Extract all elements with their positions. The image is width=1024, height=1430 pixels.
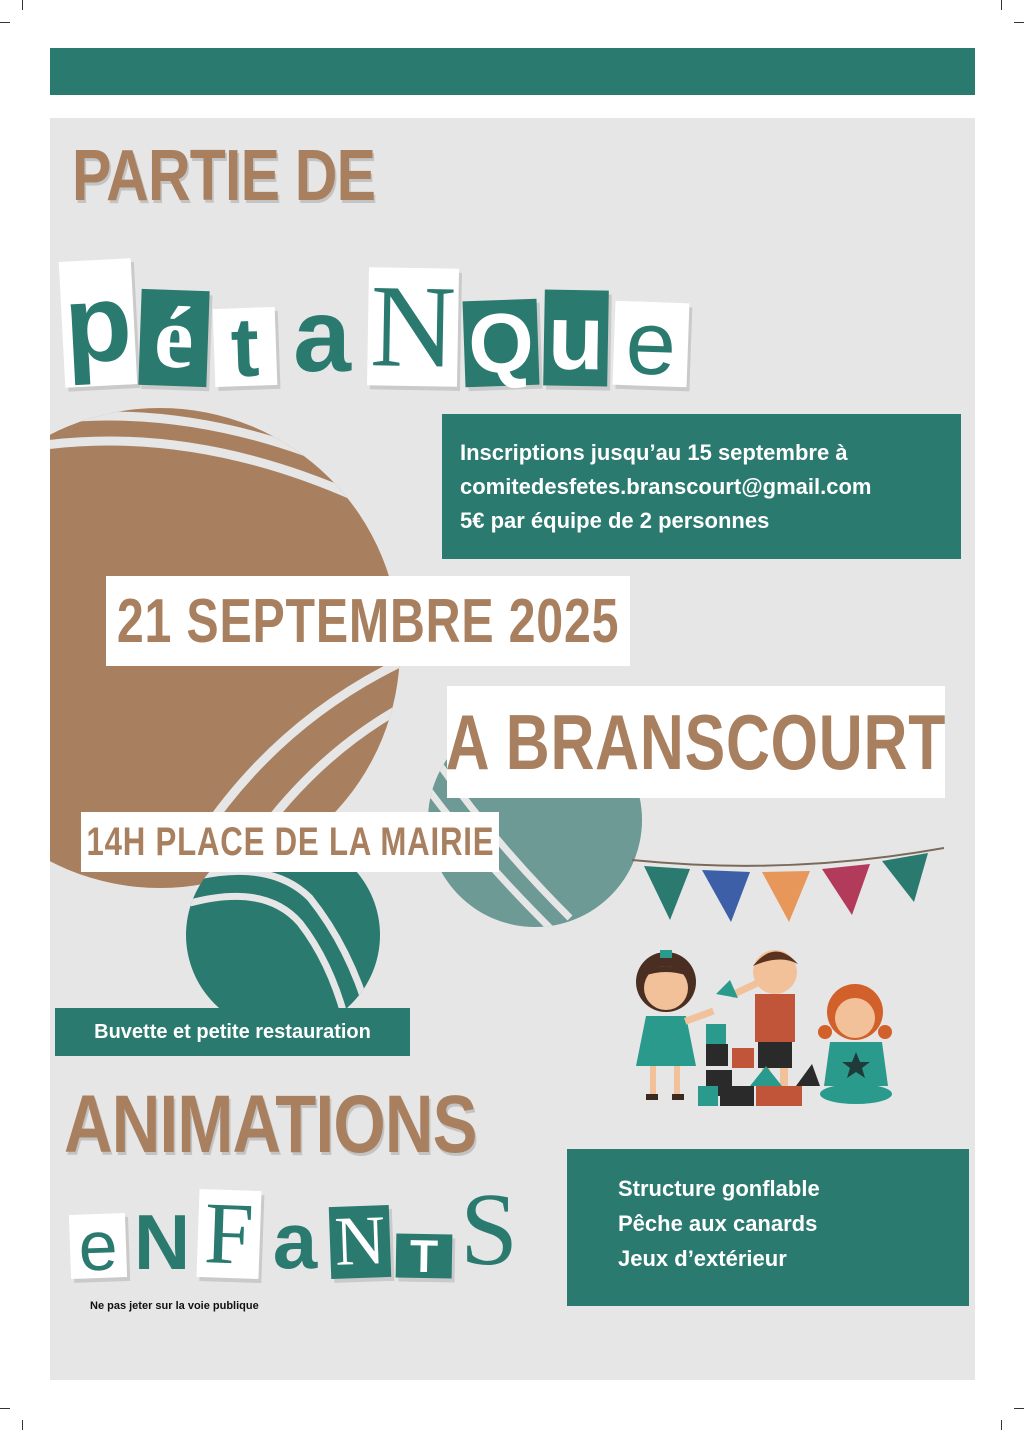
letter-tile: N [133, 1197, 191, 1286]
activities-box [567, 1149, 969, 1306]
crop-mark [1014, 1408, 1024, 1409]
crop-mark [1014, 22, 1024, 23]
activity-item: Structure gonflable [618, 1176, 820, 1201]
event-date: 21 SEPTEMBRE 2025 [116, 586, 620, 656]
top-banner [50, 48, 975, 95]
letter-tile: T [396, 1234, 453, 1279]
crop-mark [22, 0, 23, 10]
letter-tile: S [458, 1180, 520, 1278]
letter-tile: t [213, 307, 278, 387]
letter-tile: é [138, 289, 209, 387]
refreshments-label: Buvette et petite restauration [55, 1008, 410, 1056]
letter-tile: e [69, 1213, 127, 1279]
registration-price: 5€ par équipe de 2 personnes [460, 508, 770, 533]
letter-tile: Q [463, 299, 540, 388]
location-box [447, 686, 945, 798]
registration-email: comitedesfetes.branscourt@gmail.com [460, 474, 872, 499]
letter-tile: e [613, 301, 690, 388]
time-place-box [81, 812, 499, 872]
children-playing-blocks-illustration [620, 936, 910, 1116]
registration-info-box [442, 414, 961, 559]
letter-tile: a [282, 286, 362, 386]
activity-item: Jeux d’extérieur [618, 1246, 787, 1271]
letter-tile: F [196, 1189, 261, 1279]
title-partie-de: PARTIE DE [72, 136, 376, 216]
event-location: A BRANSCOURT [445, 697, 947, 786]
letter-tile: a [266, 1204, 324, 1278]
footer-note: Ne pas jeter sur la voie publique [90, 1300, 259, 1312]
crop-mark [0, 22, 10, 23]
letter-tile: N [329, 1205, 391, 1279]
animations-title: ANIMATIONS [64, 1079, 477, 1170]
enfants-title [70, 1171, 526, 1287]
crop-mark [22, 1420, 23, 1430]
title-petanque [61, 259, 694, 395]
crop-mark [0, 1408, 10, 1409]
activity-item: Pêche aux canards [618, 1211, 818, 1236]
date-box [106, 576, 630, 666]
poster-panel [50, 118, 975, 1380]
letter-tile: u [543, 289, 609, 386]
registration-deadline: Inscriptions jusqu’au 15 septembre à [460, 440, 848, 465]
letter-tile: p [59, 258, 137, 388]
crop-mark [1001, 1420, 1002, 1430]
crop-mark [1001, 0, 1002, 10]
event-time-place: 14H PLACE DE LA MAIRIE [86, 819, 494, 864]
letter-tile: N [367, 267, 459, 387]
